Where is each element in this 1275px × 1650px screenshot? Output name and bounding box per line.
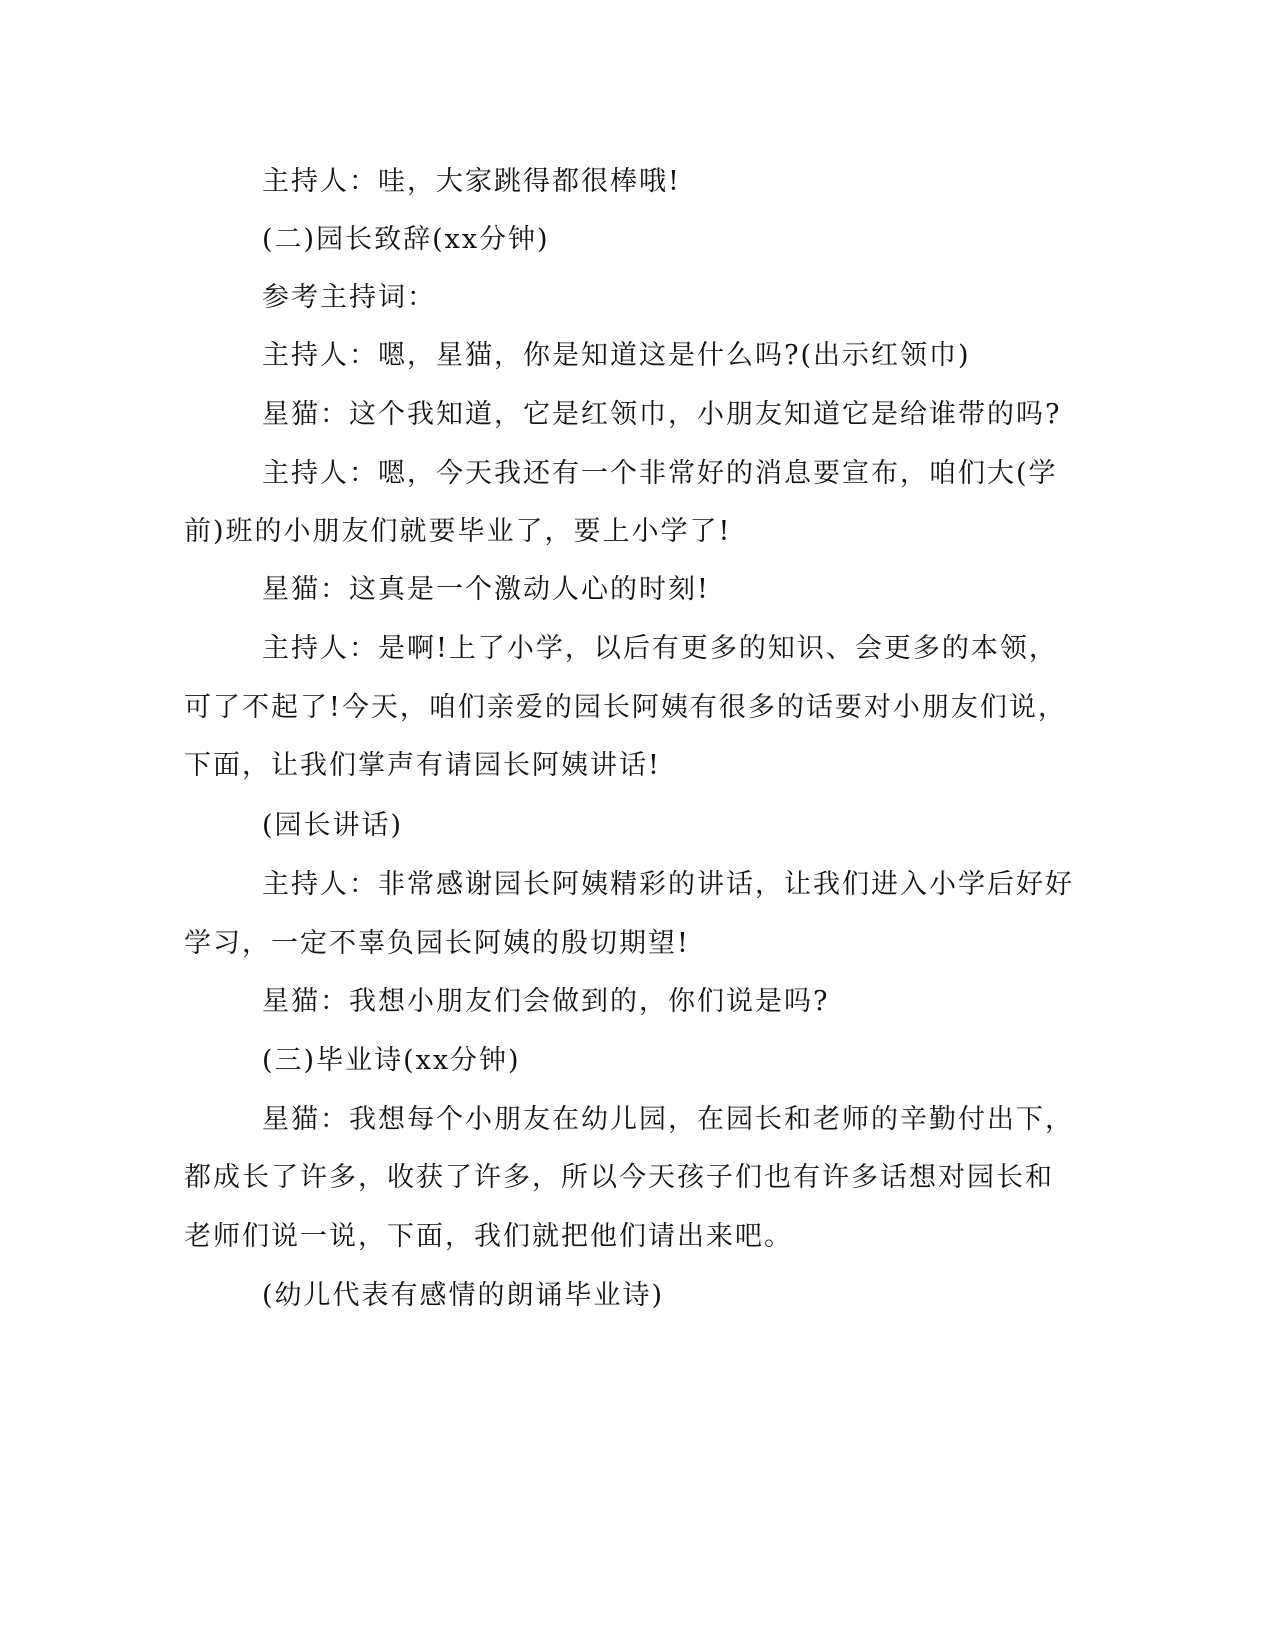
stage-direction: (幼儿代表有感情的朗诵毕业诗): [262, 1280, 665, 1311]
section-heading: (二)园长致辞(xx分钟): [262, 224, 550, 255]
paragraph-line: 主持人：非常感谢园长阿姨精彩的讲话，让我们进入小学后好好: [262, 869, 1074, 900]
stage-direction: (园长讲话): [262, 810, 404, 841]
paragraph-line: 星猫：这真是一个激动人心的时刻!: [262, 574, 710, 605]
paragraph-line: 下面，让我们掌声有请园长阿姨讲话!: [184, 750, 661, 781]
paragraph-line: 星猫：我想每个小朋友在幼儿园，在园长和老师的辛勤付出下，: [262, 1104, 1074, 1135]
paragraph-line: 星猫：这个我知道，它是红领巾，小朋友知道它是给谁带的吗?: [262, 399, 1062, 430]
paragraph-line: 星猫：我想小朋友们会做到的，你们说是吗?: [262, 986, 830, 1017]
paragraph-line: 可了不起了!今天，咱们亲爱的园长阿姨有很多的话要对小朋友们说，: [184, 692, 1067, 723]
paragraph-line: 主持人：嗯，星猫，你是知道这是什么吗?(出示红领巾): [262, 340, 971, 371]
paragraph-line: 参考主持词：: [262, 282, 436, 313]
paragraph-line: 前)班的小朋友们就要毕业了，要上小学了!: [184, 516, 732, 547]
paragraph-line: 主持人：嗯，今天我还有一个非常好的消息要宣布，咱们大(学: [262, 458, 1058, 489]
paragraph-line: 老师们说一说，下面，我们就把他们请出来吧。: [184, 1221, 793, 1252]
paragraph-line: 主持人：是啊!上了小学，以后有更多的知识、会更多的本领，: [262, 633, 1058, 664]
paragraph-line: 主持人：哇，大家跳得都很棒哦!: [262, 166, 681, 197]
paragraph-line: 都成长了许多，收获了许多，所以今天孩子们也有许多话想对园长和: [184, 1162, 1054, 1193]
paragraph-line: 学习，一定不辜负园长阿姨的殷切期望!: [184, 928, 690, 959]
section-heading: (三)毕业诗(xx分钟): [262, 1045, 521, 1076]
